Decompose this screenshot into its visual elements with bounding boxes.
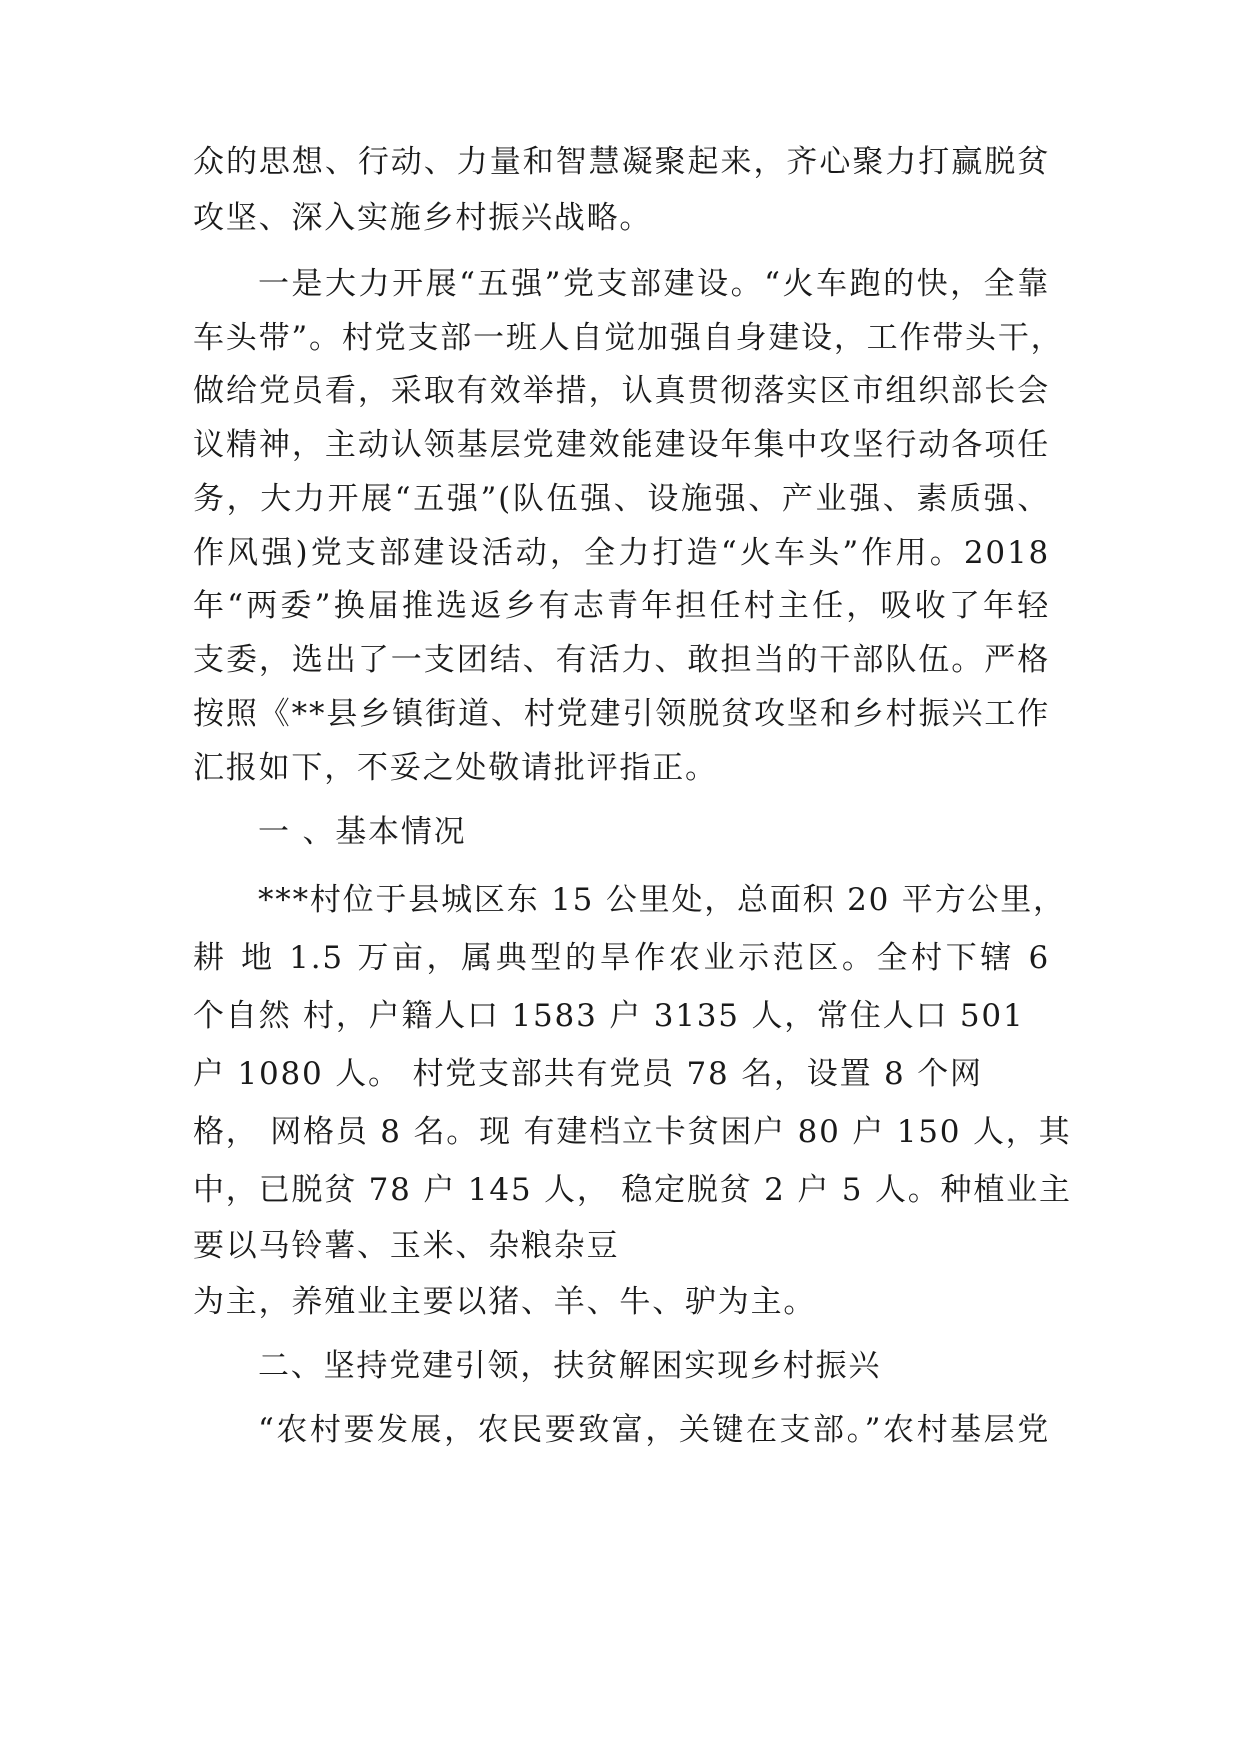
text-line: 耕 地 1.5 万亩，属典型的旱作农业示范区。全村下辖 6 [193, 940, 1050, 976]
text-line: 车头带”。村党支部一班人自觉加强自身建设，工作带头干， [193, 320, 1064, 356]
text-line: 个自然 村，户籍人口 1583 户 3135 人，常住人口 501 [193, 998, 1025, 1034]
text-line: 务，大力开展“五强”(队伍强、设施强、产业强、素质强、 [193, 481, 1050, 517]
text-line: 支委，选出了一支团结、有活力、敢担当的干部队伍。严格 [193, 642, 1050, 678]
text-line: 户 1080 人。 村党支部共有党员 78 名，设置 8 个网 [193, 1056, 983, 1092]
text-line: 汇报如下，不妥之处敬请批评指正。 [193, 750, 718, 786]
section-heading: 二、坚持党建引领，扶贫解困实现乡村振兴 [258, 1348, 882, 1384]
text-line: 中，已脱贫 78 户 145 人， 稳定脱贫 2 户 5 人。种植业主 [193, 1172, 1072, 1208]
section-heading: 一 、基本情况 [258, 814, 467, 850]
text-line: 格， 网格员 8 名。现 有建档立卡贫困户 80 户 150 人，其 [193, 1114, 1072, 1150]
text-line: 众的思想、行动、力量和智慧凝聚起来，齐心聚力打赢脱贫 [193, 144, 1050, 180]
text-line: 年“两委”换届推选返乡有志青年担任村主任，吸收了年轻 [193, 588, 1050, 624]
text-line: 要以马铃薯、玉米、杂粮杂豆 [193, 1228, 620, 1264]
paragraph-start-line: 一是大力开展“五强”党支部建设。“火车跑的快，全靠 [258, 266, 1050, 302]
text-line: 攻坚、深入实施乡村振兴战略。 [193, 200, 653, 236]
text-line: 按照《**县乡镇街道、村党建引领脱贫攻坚和乡村振兴工作 [193, 696, 1050, 732]
text-line: 作风强)党支部建设活动，全力打造“火车头”作用。2018 [193, 535, 1050, 571]
text-line: 议精神，主动认领基层党建效能建设年集中攻坚行动各项任 [193, 427, 1050, 463]
text-line: 为主，养殖业主要以猪、羊、牛、驴为主。 [193, 1284, 817, 1320]
paragraph-start-line: ***村位于县城区东 15 公里处，总面积 20 平方公里， [258, 882, 1066, 918]
paragraph-start-line: “农村要发展，农民要致富，关键在支部。”农村基层党 [258, 1412, 1050, 1448]
text-line: 做给党员看，采取有效举措，认真贯彻落实区市组织部长会 [193, 373, 1050, 409]
